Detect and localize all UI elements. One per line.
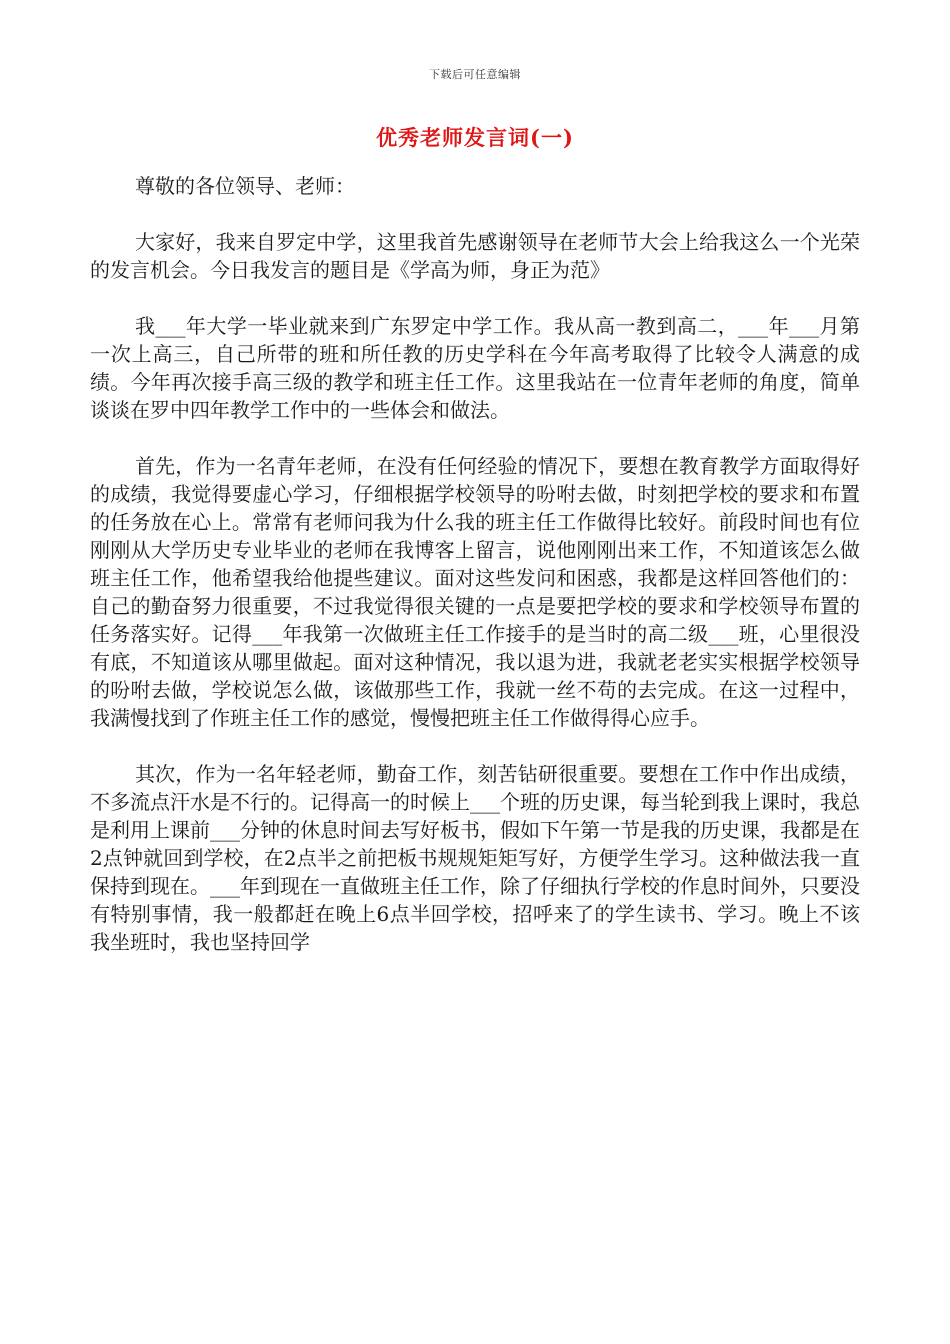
paragraph-background: 我___年大学一毕业就来到广东罗定中学工作。我从高一教到高二，___年___月第一次上高三，自己所带的班和所任教的历史学科在今年高考取得了比较令人满意的成绩。今年再次接手高三级的教学和班主任工作。这里我站在一位青年老师的角度，简单谈谈在罗中四年教学工作中的一些体会和做法。 [90,314,860,422]
paragraph-first-point: 首先，作为一名青年老师，在没有任何经验的情况下，要想在教育教学方面取得好的成绩，我觉得要虚心学习，仔细根据学校领导的吩咐去做，时刻把学校的要求和布置的任务放在心上。常常有老师问我为什么我的班主任工作做得比较好。前段时间也有位刚刚从大学历史专业毕业的老师在我博客上留言，说他刚刚出来工作，不知道该怎么做班主任工作，他希望我给他提些建议。面对这些发问和困惑，我都是这样回答他们的：自己的勤奋努力很重要，不过我觉得很关键的一点是要把学校的要求和学校领导布置的任务落实好。记得___年我第一次做班主任工作接手的是当时的高二级___班，心里很没有底，不知道该从哪里做起。面对这种情况，我以退为进，我就老老实实根据学校领导的吩咐去做，学校说怎么做，该做那些工作，我就一丝不苟的去完成。在这一过程中，我满慢找到了作班主任工作的感觉，慢慢把班主任工作做得得心应手。 [90,454,860,730]
paragraph-second-point: 其次，作为一名年轻老师，勤奋工作，刻苦钻研很重要。要想在工作中作出成绩，不多流点汗水是不行的。记得高一的时候上___个班的历史课，每当轮到我上课时，我总是利用上课前___分钟的休息时间去写好板书，假如下午第一节是我的历史课，我都是在2点钟就回到学校，在2点半之前把板书规规矩矩写好，方便学生学习。这种做法我一直保持到现在。___年到现在一直做班主任工作，除了仔细执行学校的作息时间外，只要没有特别事情，我一般都赶在晚上6点半回学校，招呼来了的学生读书、学习。晚上不该我坐班时，我也坚持回学 [90,762,860,954]
document-body [90,172,860,984]
document-title: 优秀老师发言词(一) [376,125,574,150]
paragraph-greeting: 尊敬的各位领导、老师： [135,174,355,198]
header-note: 下载后可任意编辑 [429,68,521,81]
paragraph-intro: 大家好，我来自罗定中学，这里我首先感谢领导在老师节大会上给我这么一个光荣的发言机会。今日我发言的题目是《学高为师，身正为范》 [90,230,860,282]
